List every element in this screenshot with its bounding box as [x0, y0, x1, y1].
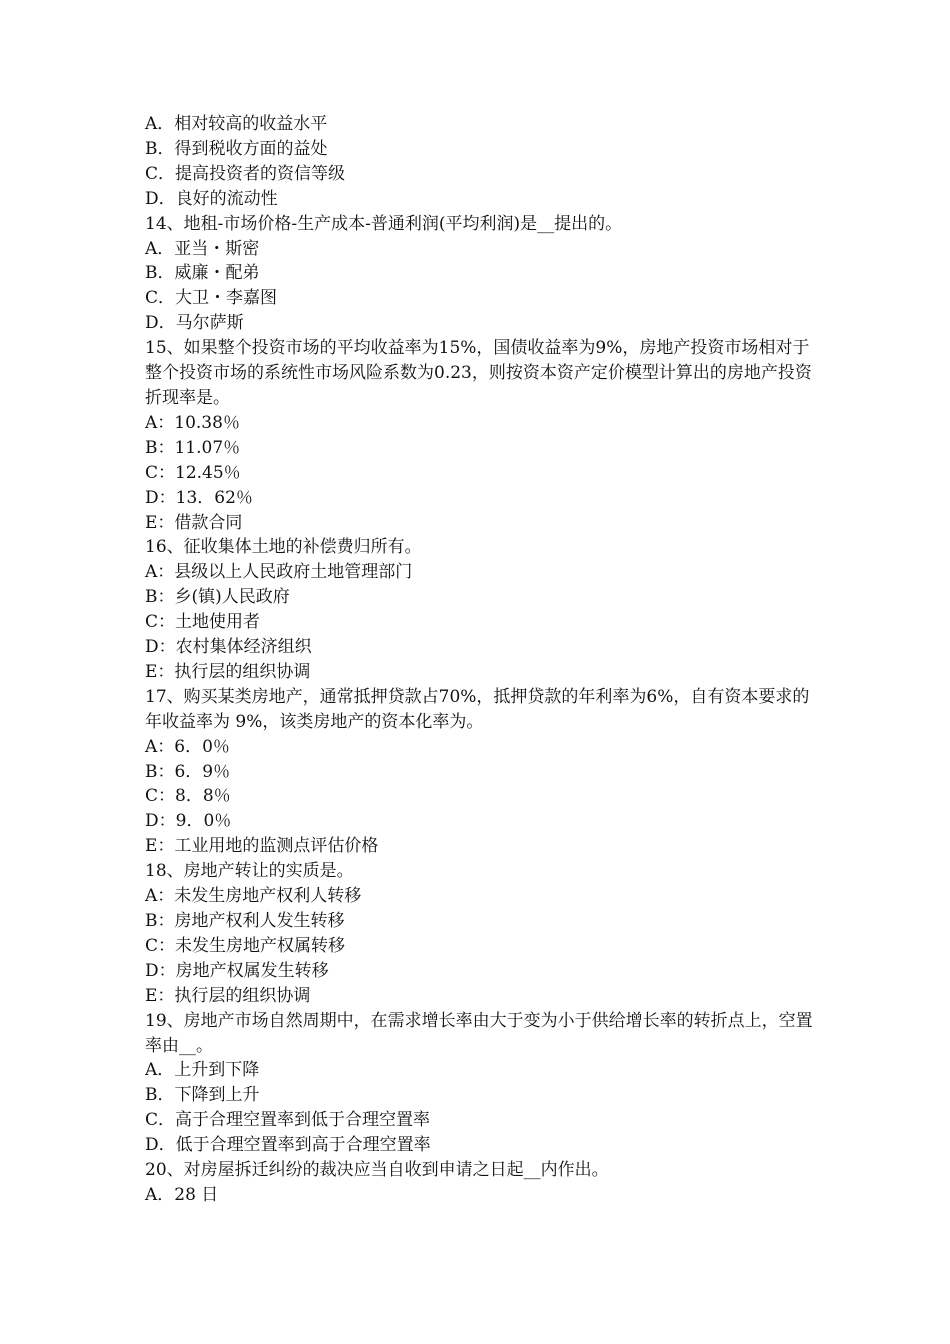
answer-option: E：执行层的组织协调	[145, 661, 311, 682]
question-text: 18、房地产转让的实质是。	[145, 861, 354, 882]
answer-option: A：未发生房地产权利人转移	[145, 886, 362, 907]
answer-option: D：9．0％	[145, 811, 232, 832]
answer-option: D：房地产权属发生转移	[145, 960, 329, 981]
answer-option: A：县级以上人民政府土地管理部门	[145, 562, 413, 583]
answer-option: C：8．8％	[145, 786, 231, 807]
answer-option: B：房地产权利人发生转移	[145, 911, 345, 931]
answer-option: A．28 日	[145, 1184, 219, 1205]
answer-option: B．得到税收方面的益处	[145, 138, 328, 159]
answer-option: A：10.38％	[145, 412, 240, 433]
answer-option: C：未发生房地产权属转移	[145, 935, 346, 956]
answer-option: A．上升到下降	[145, 1060, 260, 1081]
answer-option: D：农村集体经济组织	[145, 637, 312, 658]
answer-option: D．马尔萨斯	[145, 313, 244, 334]
answer-option: B．威廉・配弟	[145, 263, 260, 284]
answer-option: A．相对较高的收益水平	[145, 114, 328, 134]
question-text: 17、购买某类房地产，通常抵押贷款占70%，抵押贷款的年利率为6%，自有资本要求的年收益率为 9%，该类房地产的资本化率为。	[145, 686, 810, 732]
answer-option: D．低于合理空置率到高于合理空置率	[145, 1135, 431, 1156]
question-text: 15、如果整个投资市场的平均收益率为15%，国债收益率为9%，房地产投资市场相对于整个投资市场的系统性市场风险系数为0.23，则按资本资产定价模型计算出的房地产投资折现率是。	[145, 338, 812, 408]
answer-option: E：借款合同	[145, 512, 243, 533]
answer-option: E：工业用地的监测点评估价格	[145, 836, 379, 857]
answer-option: B．下降到上升	[145, 1085, 260, 1106]
question-text: 16、征收集体土地的补偿费归所有。	[145, 537, 422, 558]
answer-option: C：12.45％	[145, 462, 241, 483]
answer-option: B：11.07％	[145, 437, 241, 458]
question-text: 14、地租-市场价格-生产成本-普通利润(平均利润)是__提出的。	[145, 213, 623, 234]
answer-option: C．提高投资者的资信等级	[145, 163, 346, 184]
answer-option: D：13．62％	[145, 487, 253, 508]
answer-option: B：乡(镇)人民政府	[145, 587, 290, 608]
answer-option: C．高于合理空置率到低于合理空置率	[145, 1110, 431, 1131]
question-text: 19、房地产市场自然周期中，在需求增长率由大于变为小于供给增长率的转折点上，空置率由__。	[145, 1010, 813, 1056]
answer-option: A：6．0％	[145, 736, 230, 757]
answer-option: A．亚当・斯密	[145, 238, 260, 259]
answer-option: E：执行层的组织协调	[145, 985, 311, 1006]
answer-option: D．良好的流动性	[145, 188, 278, 209]
answer-option: C．大卫・李嘉图	[145, 288, 278, 309]
question-text: 20、对房屋拆迁纠纷的裁决应当自收到申请之日起__内作出。	[145, 1160, 609, 1181]
document-body	[145, 112, 813, 1208]
answer-option: B：6．9％	[145, 761, 231, 782]
answer-option: C：土地使用者	[145, 612, 261, 633]
